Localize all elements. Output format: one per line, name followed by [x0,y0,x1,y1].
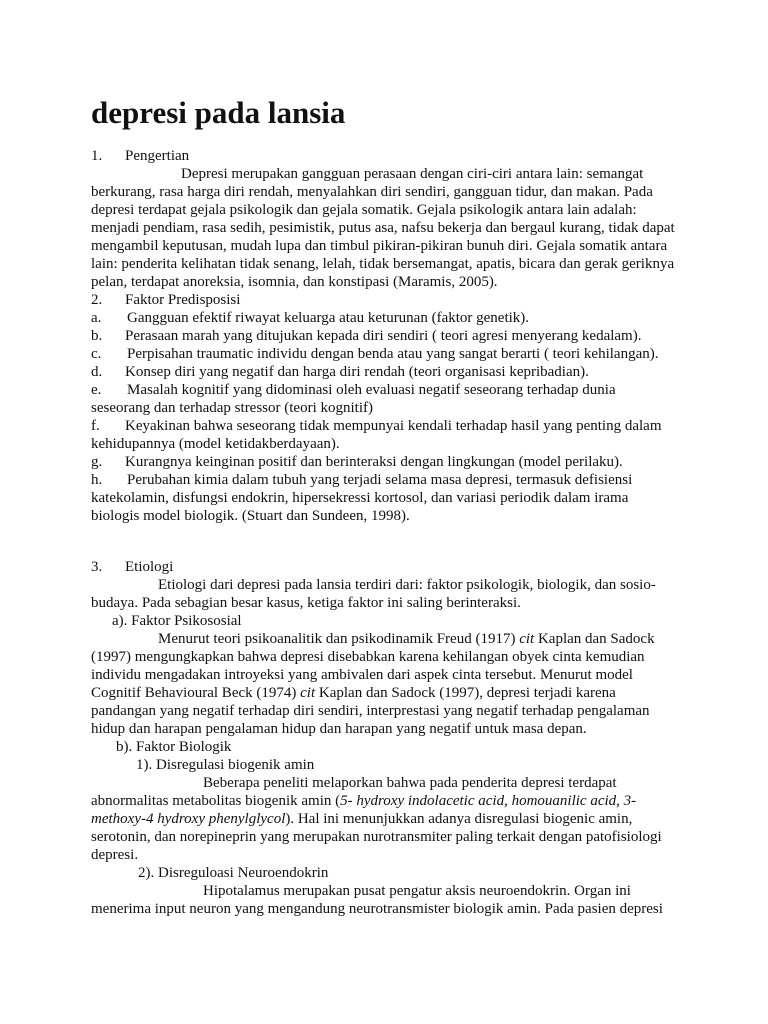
list-item-text: Masalah kognitif yang didominasi oleh evaluasi negatif seseorang terhadap dunia [127,382,616,398]
paragraph-line: berkurang, rasa harga diri rendah, menyalahkan diri sendiri, gangguan tidur, dan makan. Pada [91,184,653,200]
paragraph-line: (1997) mengungkapkan bahwa depresi disebabkan karena kehilangan obyek cinta kemudian [91,649,645,665]
paragraph-line: Etiologi dari depresi pada lansia terdiri dari: faktor psikologik, biologik, dan sosio- [158,577,656,593]
italic-text-run: cit [300,685,316,701]
paragraph-line: lain: penderita kelihatan tidak senang, lelah, tidak bersemangat, apatis, bicara dan gerak geriknya [91,256,675,272]
list-item-text: Gangguan efektif riwayat keluarga atau keturunan (faktor genetik). [127,310,530,326]
list-marker: d. [91,364,103,380]
text-run: abnormalitas metabolitas biogenik amin ( [91,793,341,809]
text-run: Kaplan dan Sadock [534,631,655,647]
list-item [91,453,623,471]
italic-text-run: methoxy-4 hydroxy phenylglycol [91,811,286,827]
list-item [91,327,642,345]
paragraph-line: pandangan yang negatif terhadap diri sendiri, interprestasi yang negatif terhadap pengalaman [91,703,650,719]
list-item-continuation: biologis model biologik. (Stuart dan Sundeen, 1998). [91,508,410,524]
paragraph-line: Hipotalamus merupakan pusat pengatur aksis neuroendokrin. Organ ini [203,883,631,899]
section-3-heading [91,558,174,576]
text-run: Cognitif Behavioural Beck (1974) [91,685,301,701]
paragraph-line: menjadi pendiam, rasa sedih, pesimistik, putus asa, nafsu bekerja dan bergaul kurang, tidak dapat [91,220,675,236]
section-heading-text: Pengertian [125,148,190,164]
text-run: Kaplan dan Sadock (1997), depresi terjadi karena [315,685,616,701]
paragraph-line: depresi. [91,847,139,863]
list-item [91,345,659,363]
list-marker: f. [91,418,100,434]
paragraph-line: depresi terdapat gejala psikologik dan gejala somatik. Gejala psikologik antara lain adalah: [91,202,637,218]
paragraph-line [91,792,636,810]
list-item-text: Perubahan kimia dalam tubuh yang terjadi selama masa depresi, termasuk defisiensi [127,472,633,488]
paragraph-line: Depresi merupakan gangguan perasaan dengan ciri-ciri antara lain: semangat [181,166,644,182]
paragraph-line [91,810,632,828]
list-marker: c. [91,346,102,362]
list-item-text: Keyakinan bahwa seseorang tidak mempunyai kendali terhadap hasil yang penting dalam [125,418,662,434]
paragraph-line: budaya. Pada sebagian besar kasus, ketiga faktor ini saling berinteraksi. [91,595,521,611]
paragraph-line: pelan, terdapat anoreksia, isomnia, dan konstipasi (Maramis, 2005). [91,274,498,290]
list-item-continuation: katekolamin, disfungsi endokrin, hipersekressi kortosol, dan variasi periodik dalam irama [91,490,629,506]
list-item [91,381,616,399]
paragraph-line [91,684,616,702]
list-marker: h. [91,472,103,488]
paragraph-line: mengambil keputusan, mudah lupa dan timbul pikiran-pikiran bunuh diri. Gejala somatik antara [91,238,668,254]
sub-subsection-heading: 1). Disregulasi biogenik amin [136,757,315,773]
italic-text-run: 5- hydroxy indolacetic acid, homouanilic acid, 3- [340,793,637,809]
list-marker: a. [91,310,102,326]
paragraph-line: hidup dan harapan pengalaman hidup dan harapan yang negatif untuk masa depan. [91,721,587,737]
paragraph-line [158,630,655,648]
paragraph-line: menerima input neuron yang mengandung neurotransmister biologik amin. Pada pasien depresi [91,901,663,917]
document-title: depresi pada lansia [91,95,346,130]
list-item [91,417,662,435]
text-run: Menurut teori psikoanalitik dan psikodinamik Freud (1917) [158,631,520,647]
subsection-heading: a). Faktor Psikososial [112,613,242,629]
paragraph-line: Beberapa peneliti melaporkan bahwa pada penderita depresi terdapat [203,775,617,791]
list-item [91,363,589,381]
paragraph-line: serotonin, dan norepineprin yang merupakan nurotransmiter paling terkait dengan patofisiologi [91,829,662,845]
italic-text-run: cit [519,631,535,647]
list-marker: g. [91,454,103,470]
section-heading-text: Faktor Predisposisi [125,292,241,308]
paragraph-line: individu mengadakan introyeksi yang ambivalen dari aspek cinta tersebut. Menurut model [91,667,633,683]
list-marker: e. [91,382,102,398]
list-item [91,471,633,489]
section-1-heading [91,147,190,165]
list-item [91,309,530,327]
list-number: 2. [91,292,103,308]
list-number: 1. [91,148,103,164]
list-item-continuation: kehidupannya (model ketidakberdayaan). [91,436,340,452]
list-item-continuation: seseorang dan terhadap stressor (teori kognitif) [91,400,373,416]
list-item-text: Perasaan marah yang ditujukan kepada diri sendiri ( teori agresi menyerang kedalam). [125,328,642,344]
subsection-heading: b). Faktor Biologik [116,739,232,755]
list-item-text: Kurangnya keinginan positif dan berinteraksi dengan lingkungan (model perilaku). [125,454,623,470]
section-2-heading [91,291,241,309]
list-number: 3. [91,559,103,575]
list-item-text: Konsep diri yang negatif dan harga diri rendah (teori organisasi kepribadian). [125,364,589,380]
sub-subsection-heading: 2). Disreguloasi Neuroendokrin [138,865,329,881]
list-marker: b. [91,328,103,344]
list-item-text: Perpisahan traumatic individu dengan benda atau yang sangat berarti ( teori kehilangan). [127,346,659,362]
section-heading-text: Etiologi [125,559,174,575]
text-run: ). Hal ini menunjukkan adanya disregulasi biogenic amin, [285,811,633,827]
